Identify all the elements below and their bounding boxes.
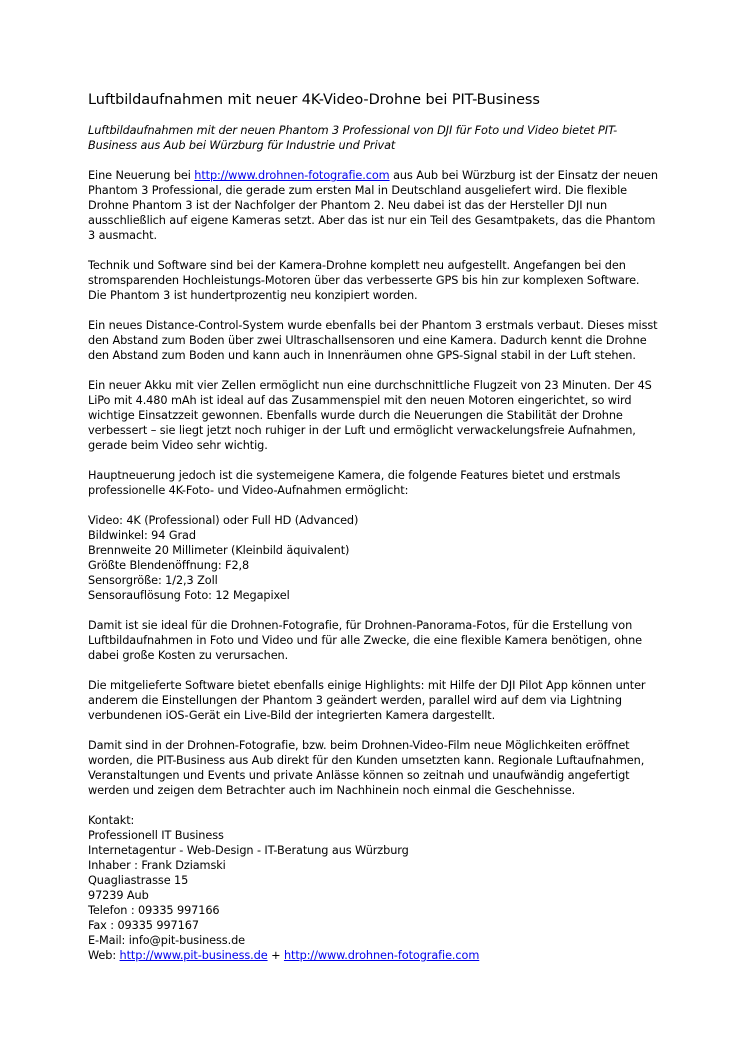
contact-line: E-Mail: info@pit-business.de <box>88 934 246 947</box>
document-title: Luftbildaufnahmen mit neuer 4K-Video-Drohne bei PIT-Business <box>88 92 540 108</box>
intro-paragraph <box>88 168 658 243</box>
contact-block <box>88 813 658 963</box>
contact-line: Inhaber : Frank Dziamski <box>88 859 226 872</box>
akku-paragraph: Ein neuer Akku mit vier Zellen ermöglicht nun eine durchschnittliche Flugzeit von 23 Minuten. Der 4S LiPo mit 4.480 mAh ist ideal auf das Zusammenspiel mit den neuen Motoren eingerichtet, so wird wichtige Einsatzzeit gewonnen. Ebenfalls wurde durch die Neuerungen die Stabilität der Drohne verbessert – sie liegt jetzt noch ruhiger in der Luft und ermöglicht verwackelungsfreie Aufnahmen, gerade beim Video sehr wichtig. <box>88 379 652 452</box>
contact-line: Fax : 09335 997167 <box>88 919 199 932</box>
software-paragraph: Die mitgelieferte Software bietet ebenfalls einige Highlights: mit Hilfe der DJI Pilot App können unter anderem die Einstellungen der Phantom 3 geändert werden, parallel wird auf dem via Lightning verbundenen iOS-Gerät ein Live-Bild der integrierten Kamera dargestellt. <box>88 679 646 722</box>
contact-line: Telefon : 09335 997166 <box>88 904 220 917</box>
feature-item: Größte Blendenöffnung: F2,8 <box>88 559 250 572</box>
contact-line: Professionell IT Business <box>88 829 224 842</box>
kamera-paragraph: Hauptneuerung jedoch ist die systemeigene Kamera, die folgende Features bietet und erstmals professionelle 4K-Foto- und Video-Aufnahmen ermöglicht: <box>88 469 621 497</box>
document-page <box>88 90 658 978</box>
feature-item: Bildwinkel: 94 Grad <box>88 529 196 542</box>
document-subtitle: Luftbildaufnahmen mit der neuen Phantom 3 Professional von DJI für Foto und Video bietet PIT-Business aus Aub bei Würzburg für Industrie und Privat <box>88 124 618 152</box>
contact-line: Internetagentur - Web-Design - IT-Beratung aus Würzburg <box>88 844 409 857</box>
ideal-paragraph: Damit ist sie ideal für die Drohnen-Fotografie, für Drohnen-Panorama-Fotos, für die Erstellung von Luftbildaufnahmen in Foto und Video und für alle Zwecke, die eine flexible Kamera benötigen, ohne dabei große Kosten zu verursachen. <box>88 619 642 662</box>
contact-line: Kontakt: <box>88 814 135 827</box>
feature-list <box>88 513 658 603</box>
feature-item: Brennweite 20 Millimeter (Kleinbild äquivalent) <box>88 544 350 557</box>
drohnen-fotografie-web-link[interactable]: http://www.drohnen-fotografie.com <box>283 949 480 962</box>
distance-control-paragraph: Ein neues Distance-Control-System wurde ebenfalls bei der Phantom 3 erstmals verbaut. Dieses misst den Abstand zum Boden über zwei Ultraschallsensoren und eine Kamera. Dadurch kennt die Drohne den Abstand zum Boden und kann auch in Innenräumen ohne GPS-Signal stabil in der Luft stehen. <box>88 319 658 362</box>
intro-text-before-link: Eine Neuerung bei <box>88 169 195 182</box>
feature-item: Sensorauflösung Foto: 12 Megapixel <box>88 589 290 602</box>
contact-line: 97239 Aub <box>88 889 149 902</box>
contact-line: Quagliastrasse 15 <box>88 874 189 887</box>
moeglichkeiten-paragraph: Damit sind in der Drohnen-Fotografie, bzw. beim Drohnen-Video-Film neue Möglichkeiten eröffnet worden, die PIT-Business aus Aub direkt für den Kunden umsetzten kann. Regionale Luftaufnahmen, Veranstaltungen und Events und private Anlässe können so zeitnah und unaufwändig angefertigt werden und zeigen dem Betrachter auch im Nachhinein noch einmal die Geschehnisse. <box>88 739 645 797</box>
contact-web-line <box>88 948 658 963</box>
feature-item: Video: 4K (Professional) oder Full HD (Advanced) <box>88 514 359 527</box>
feature-item: Sensorgröße: 1/2,3 Zoll <box>88 574 218 587</box>
drohnen-fotografie-link[interactable]: http://www.drohnen-fotografie.com <box>194 169 390 182</box>
intro-text-after-link: aus Aub bei Würzburg ist der Einsatz der neuen Phantom 3 Professional, die gerade zum ersten Mal in Deutschland ausgeliefert wird. Die flexible Drohne Phantom 3 ist der Nachfolger der Phantom 2. Neu dabei ist das der Hersteller DJI nun ausschließlich auf eigene Kameras setzt. Aber das ist nur ein Teil des Gesamtpakets, das die Phantom 3 ausmacht. <box>88 169 658 242</box>
web-label: Web: <box>88 949 120 962</box>
technik-paragraph: Technik und Software sind bei der Kamera-Drohne komplett neu aufgestellt. Angefangen bei den stromsparenden Hochleistungs-Motoren über das verbesserte GPS bis hin zur komplexen Software. Die Phantom 3 ist hundertprozentig neu konzipiert worden. <box>88 259 640 302</box>
pit-business-link[interactable]: http://www.pit-business.de <box>119 949 268 962</box>
web-separator: + <box>267 949 284 962</box>
